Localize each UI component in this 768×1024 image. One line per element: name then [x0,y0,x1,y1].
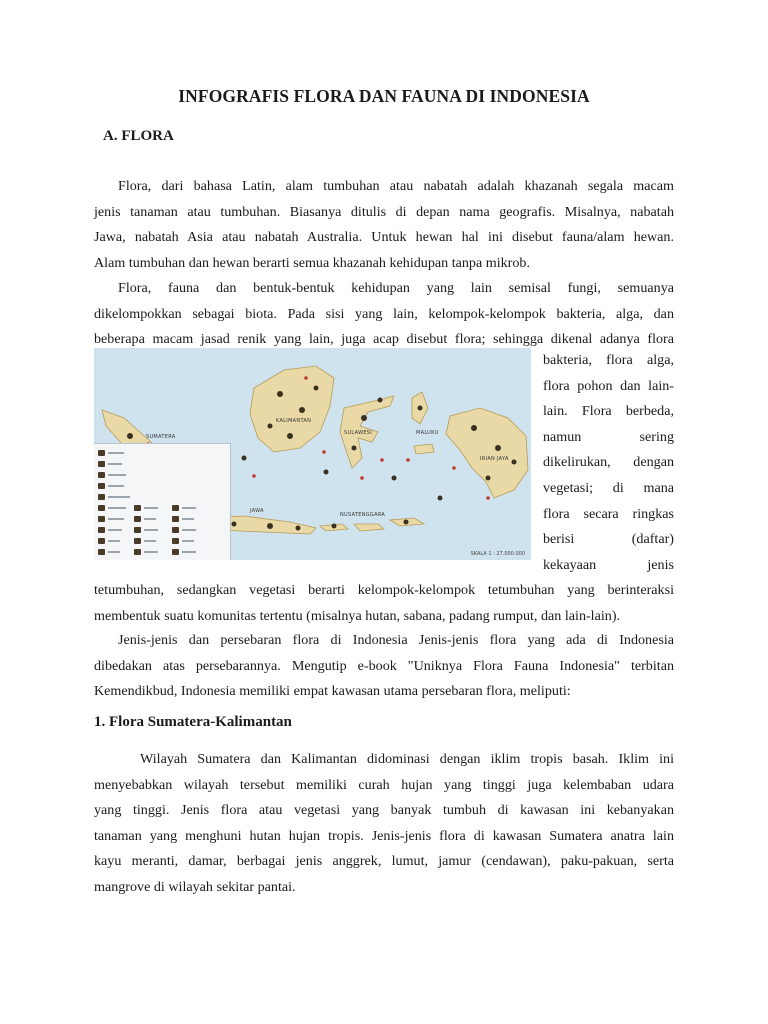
text-line: bakteria, flora alga, [543,352,674,368]
text-line: dikelirukan, dengan [543,454,674,471]
text-line: membentuk suatu komunitas tertentu (misalnya hutan, sabana, padang rumput, dan lain-lain). [94,607,621,624]
map-region-label: JAWA [250,508,264,514]
section-heading-flora: A. FLORA [103,128,174,144]
text-line: Alam tumbuhan dan hewan berarti semua khazanah kehidupan tanpa mikrob. [94,254,530,271]
text-line: lain. Flora berbeda, [543,403,674,420]
map-legend [94,443,231,560]
text-line: jenis tanaman atau tumbuhan. Biasanya ditulis di depan nama geografis. Misalnya, nabatah [94,203,674,220]
text-line: tetumbuhan, sedangkan vegetasi berarti kelompok-kelompok tetumbuhan yang berinteraksi [94,582,674,598]
text-line: Jenis-jenis dan persebaran flora di Indonesia Jenis-jenis flora yang ada di Indonesia [118,632,674,648]
paragraph-1 [94,174,674,276]
paragraph-3 [94,628,674,705]
text-line: yang tinggi. Jenis flora atau vegetasi yang banyak tumbuh di kawasan ini kebanyakan [94,802,674,819]
indonesia-flora-map [94,348,531,560]
text-line: vegetasi; di mana [543,479,674,496]
document-title: INFOGRAFIS FLORA DAN FAUNA DI INDONESIA [178,86,590,106]
map-region-label: IRIAN JAYA [480,456,509,462]
text-line: namun sering [543,428,674,445]
paragraph-4 [94,747,674,901]
text-line: Kemendikbud, Indonesia memiliki empat kawasan utama persebaran flora, meliputi: [94,683,571,700]
text-line: kekayaan jenis [543,556,674,573]
text-line: tanaman yang menghuni hutan hujan tropis. Jenis-jenis flora di kawasan Sumatera anatra lain [94,827,674,844]
paragraph-2 [94,276,674,353]
wrapped-text-column [543,348,674,578]
text-line: Flora, fauna dan bentuk-bentuk kehidupan yang lain semisal fungi, semuanya [118,280,674,296]
text-line: berisi (daftar) [543,531,674,548]
text-line: beberapa macam jasad renik yang lain, juga acap disebut flora; sehingga dikenal adanya flora [94,331,674,348]
text-line: flora pohon dan lain- [543,377,674,394]
section-heading-sumatera-kalimantan: 1. Flora Sumatera-Kalimantan [94,714,292,730]
map-region-label: KALIMANTAN [276,418,312,424]
text-line: Flora, dari bahasa Latin, alam tumbuhan atau nabatah adalah khazanah segala macam [118,178,674,194]
text-line: menyebabkan wilayah tersebut memiliki curah hujan yang tinggi juga kelembaban udara [94,776,674,793]
text-line: dibedakan atas persebarannya. Mengutip e-book "Uniknya Flora Fauna Indonesia" terbitan [94,657,674,674]
legend-icons [94,444,230,560]
map-scale: SKALA 1 : 27.000.000 [470,551,525,557]
map-region-label: NUSATENGGARA [340,512,386,518]
text-line: Jawa, nabatah Asia atau nabatah Australia. Untuk hewan hal ini disebut fauna/alam hewan. [94,229,674,246]
text-line: mangrove di wilayah sekitar pantai. [94,878,296,895]
map-region-label: MALUKU [416,430,439,436]
map-region-label: SUMATERA [146,434,176,440]
map-region-label: SULAWESI [344,430,373,436]
text-line: Wilayah Sumatera dan Kalimantan didominasi dengan iklim tropis basah. Iklim ini [140,751,674,767]
text-line: dikelompokkan sebagai biota. Pada sisi yang lain, kelompok-kelompok bakteria, alga, dan [94,305,674,322]
text-line: flora secara ringkas [543,505,674,522]
paragraph-2-continued [94,578,674,629]
text-line: kayu meranti, damar, berbagai jenis anggrek, lumut, jamur (cendawan), paku-pakuan, serta [94,853,674,870]
